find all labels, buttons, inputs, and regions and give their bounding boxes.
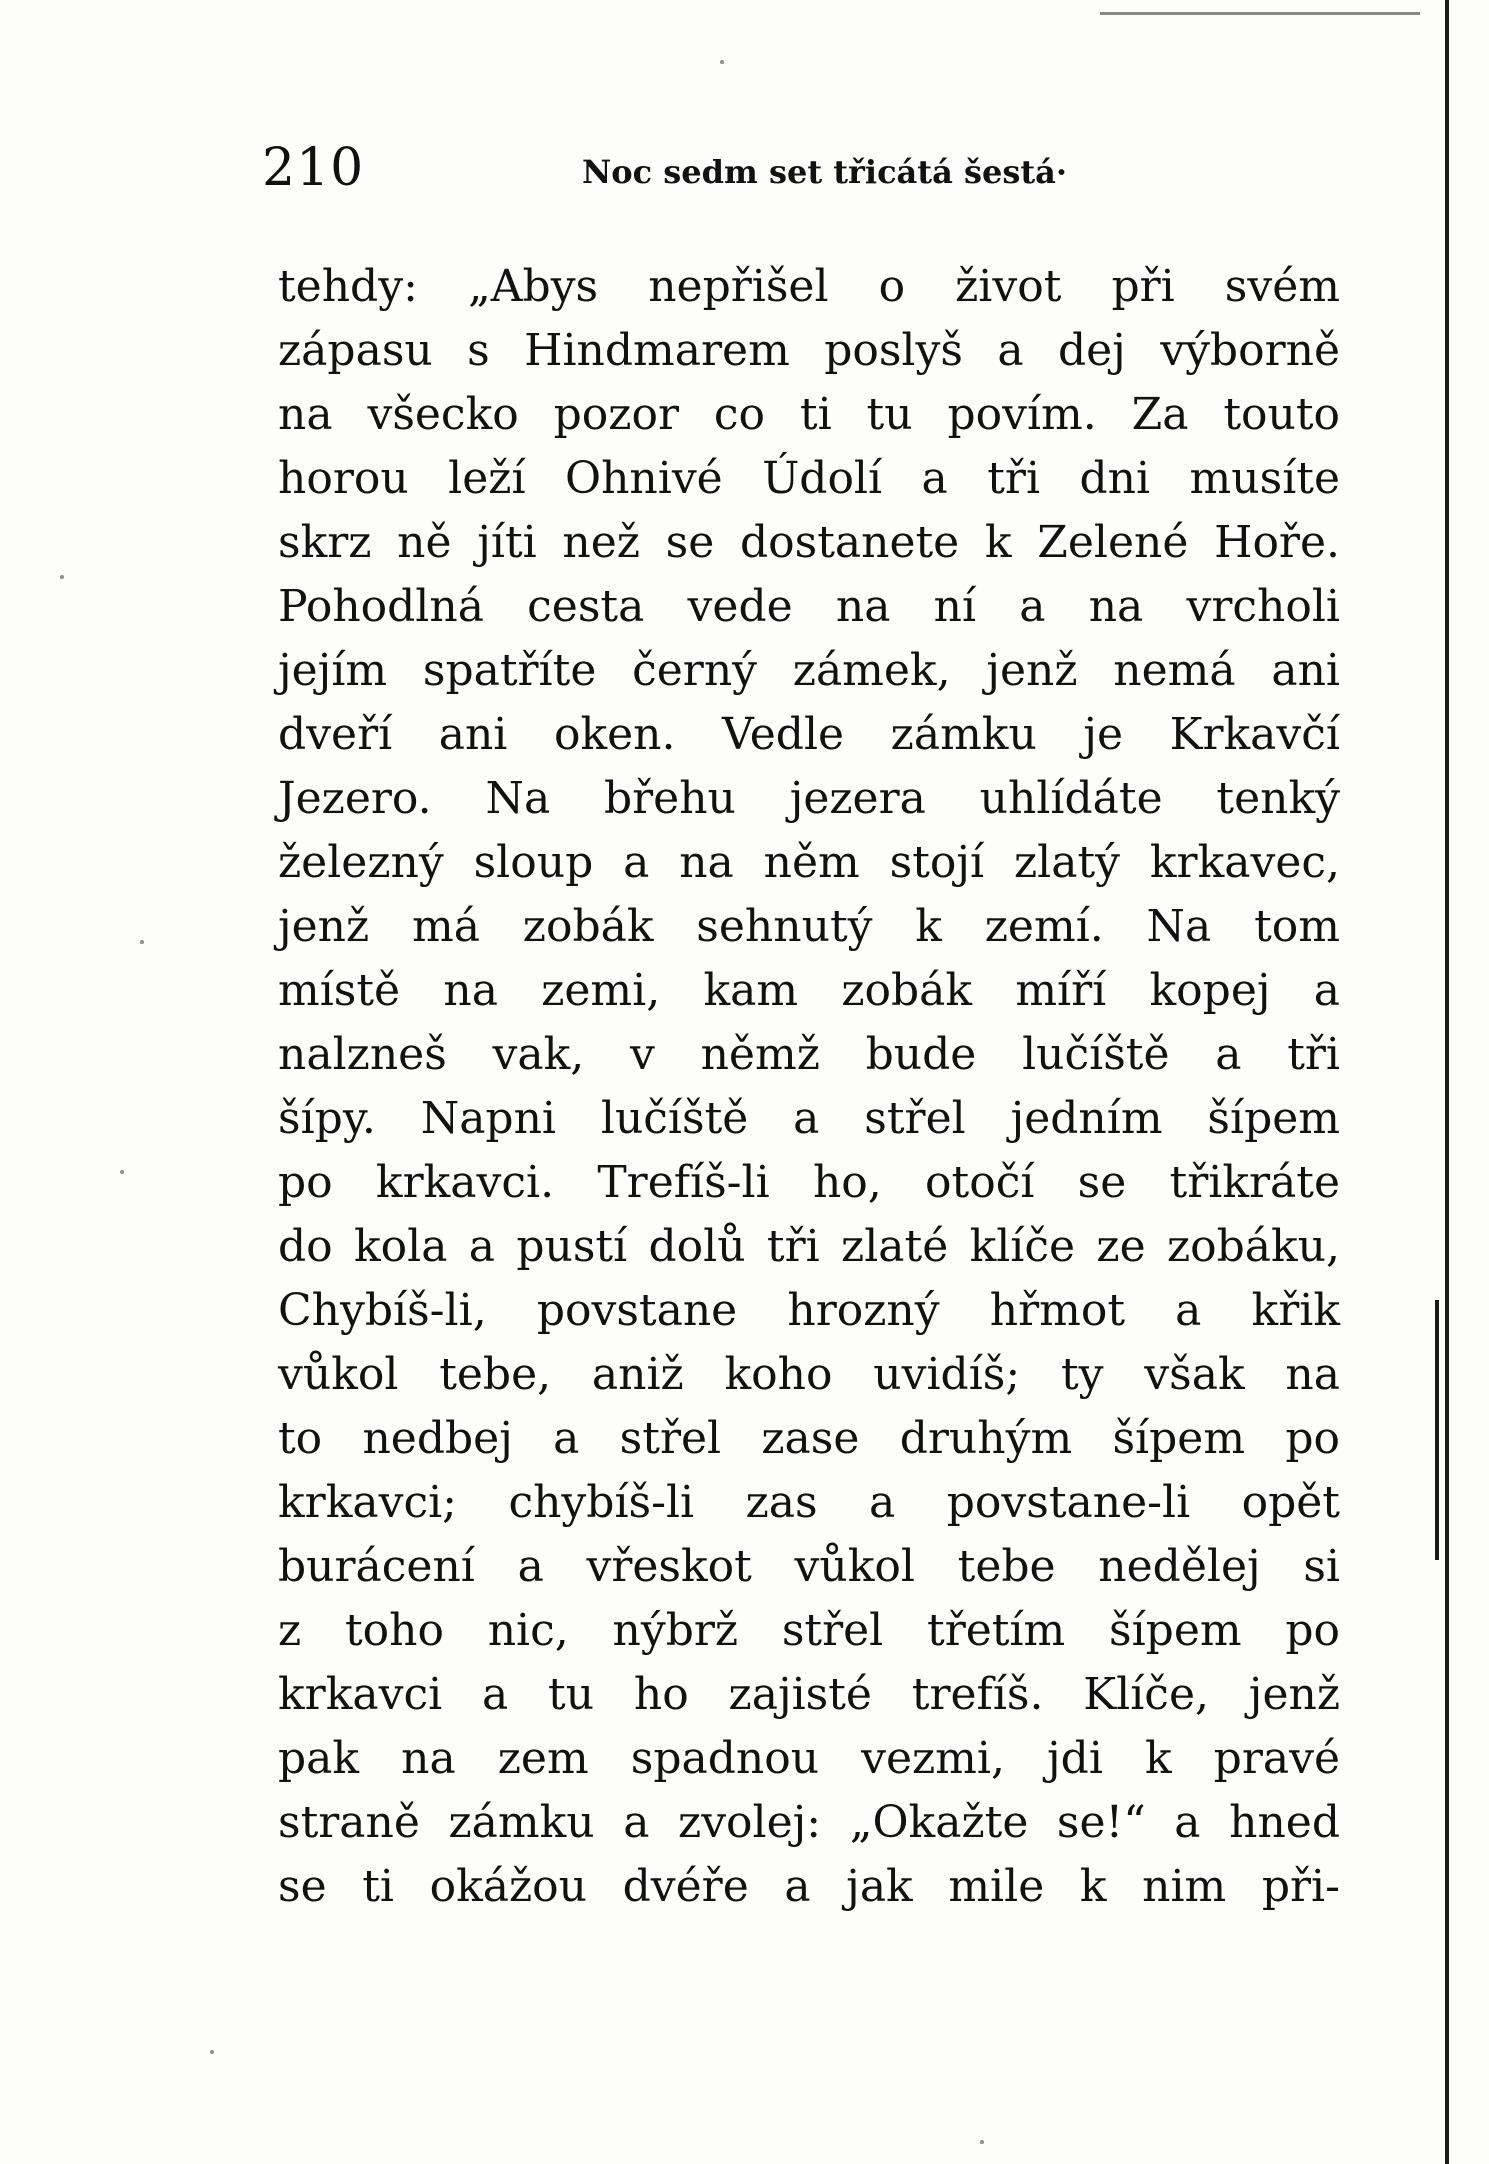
text-line: Jezero. Na břehu jezera uhlídáte tenký — [278, 773, 1340, 824]
text-line: jenž má zobák sehnutý k zemí. Na tom — [278, 901, 1340, 952]
text-line: se ti okážou dvéře a jak mile k nim při- — [278, 1861, 1340, 1912]
text-line: tehdy: „Abys nepřišel o život při svém — [278, 261, 1340, 312]
text-line: krkavci a tu ho zajisté trefíš. Klíče, jenž — [278, 1669, 1340, 1720]
paper-speck — [720, 60, 724, 64]
adjacent-page-edge — [1445, 0, 1489, 2164]
text-line: pak na zem spadnou vezmi, jdi k pravé — [278, 1733, 1340, 1784]
text-line: do kola a pustí dolů tři zlaté klíče ze zobáku, — [278, 1221, 1340, 1272]
running-head: Noc sedm set třicátá šestá· — [582, 153, 1067, 191]
paper-speck — [120, 1170, 124, 1174]
text-line: straně zámku a zvolej: „Okažte se!“ a hned — [278, 1797, 1340, 1848]
text-line: místě na zemi, kam zobák míří kopej a — [278, 965, 1340, 1016]
text-line: železný sloup a na něm stojí zlatý krkavec, — [278, 837, 1340, 888]
text-line: horou leží Ohnivé Údolí a tři dni musíte — [278, 453, 1340, 504]
text-line: po krkavci. Trefíš-li ho, otočí se třikráte — [278, 1157, 1340, 1208]
text-line: jejím spatříte černý zámek, jenž nemá ani — [278, 645, 1340, 696]
text-line: skrz ně jíti než se dostanete k Zelené Hoře. — [278, 517, 1340, 568]
page-header — [262, 138, 1382, 198]
paper-speck — [980, 2140, 984, 2144]
text-line: dveří ani oken. Vedle zámku je Krkavčí — [278, 709, 1340, 760]
paper-speck — [210, 2050, 214, 2054]
paper-speck — [60, 575, 64, 579]
page-number: 210 — [262, 138, 365, 198]
text-line: z toho nic, nýbrž střel třetím šípem po — [278, 1605, 1340, 1656]
page-scratch-mark — [1100, 12, 1420, 15]
text-line: šípy. Napni lučíště a střel jedním šípem — [278, 1093, 1340, 1144]
text-line: vůkol tebe, aniž koho uvidíš; ty však na — [278, 1349, 1340, 1400]
text-line: nalzneš vak, v němž bude lučíště a tři — [278, 1029, 1340, 1080]
text-line: krkavci; chybíš-li zas a povstane-li opět — [278, 1477, 1340, 1528]
text-line: burácení a vřeskot vůkol tebe nedělej si — [278, 1541, 1340, 1592]
text-line: zápasu s Hindmarem poslyš a dej výborně — [278, 325, 1340, 376]
text-line: Pohodlná cesta vede na ní a na vrcholi — [278, 581, 1340, 632]
text-line: to nedbej a střel zase druhým šípem po — [278, 1413, 1340, 1464]
paper-speck — [140, 940, 144, 944]
text-line: Chybíš-li, povstane hrozný hřmot a křik — [278, 1285, 1340, 1336]
text-line: na všecko pozor co ti tu povím. Za touto — [278, 389, 1340, 440]
body-text — [278, 255, 1340, 1919]
